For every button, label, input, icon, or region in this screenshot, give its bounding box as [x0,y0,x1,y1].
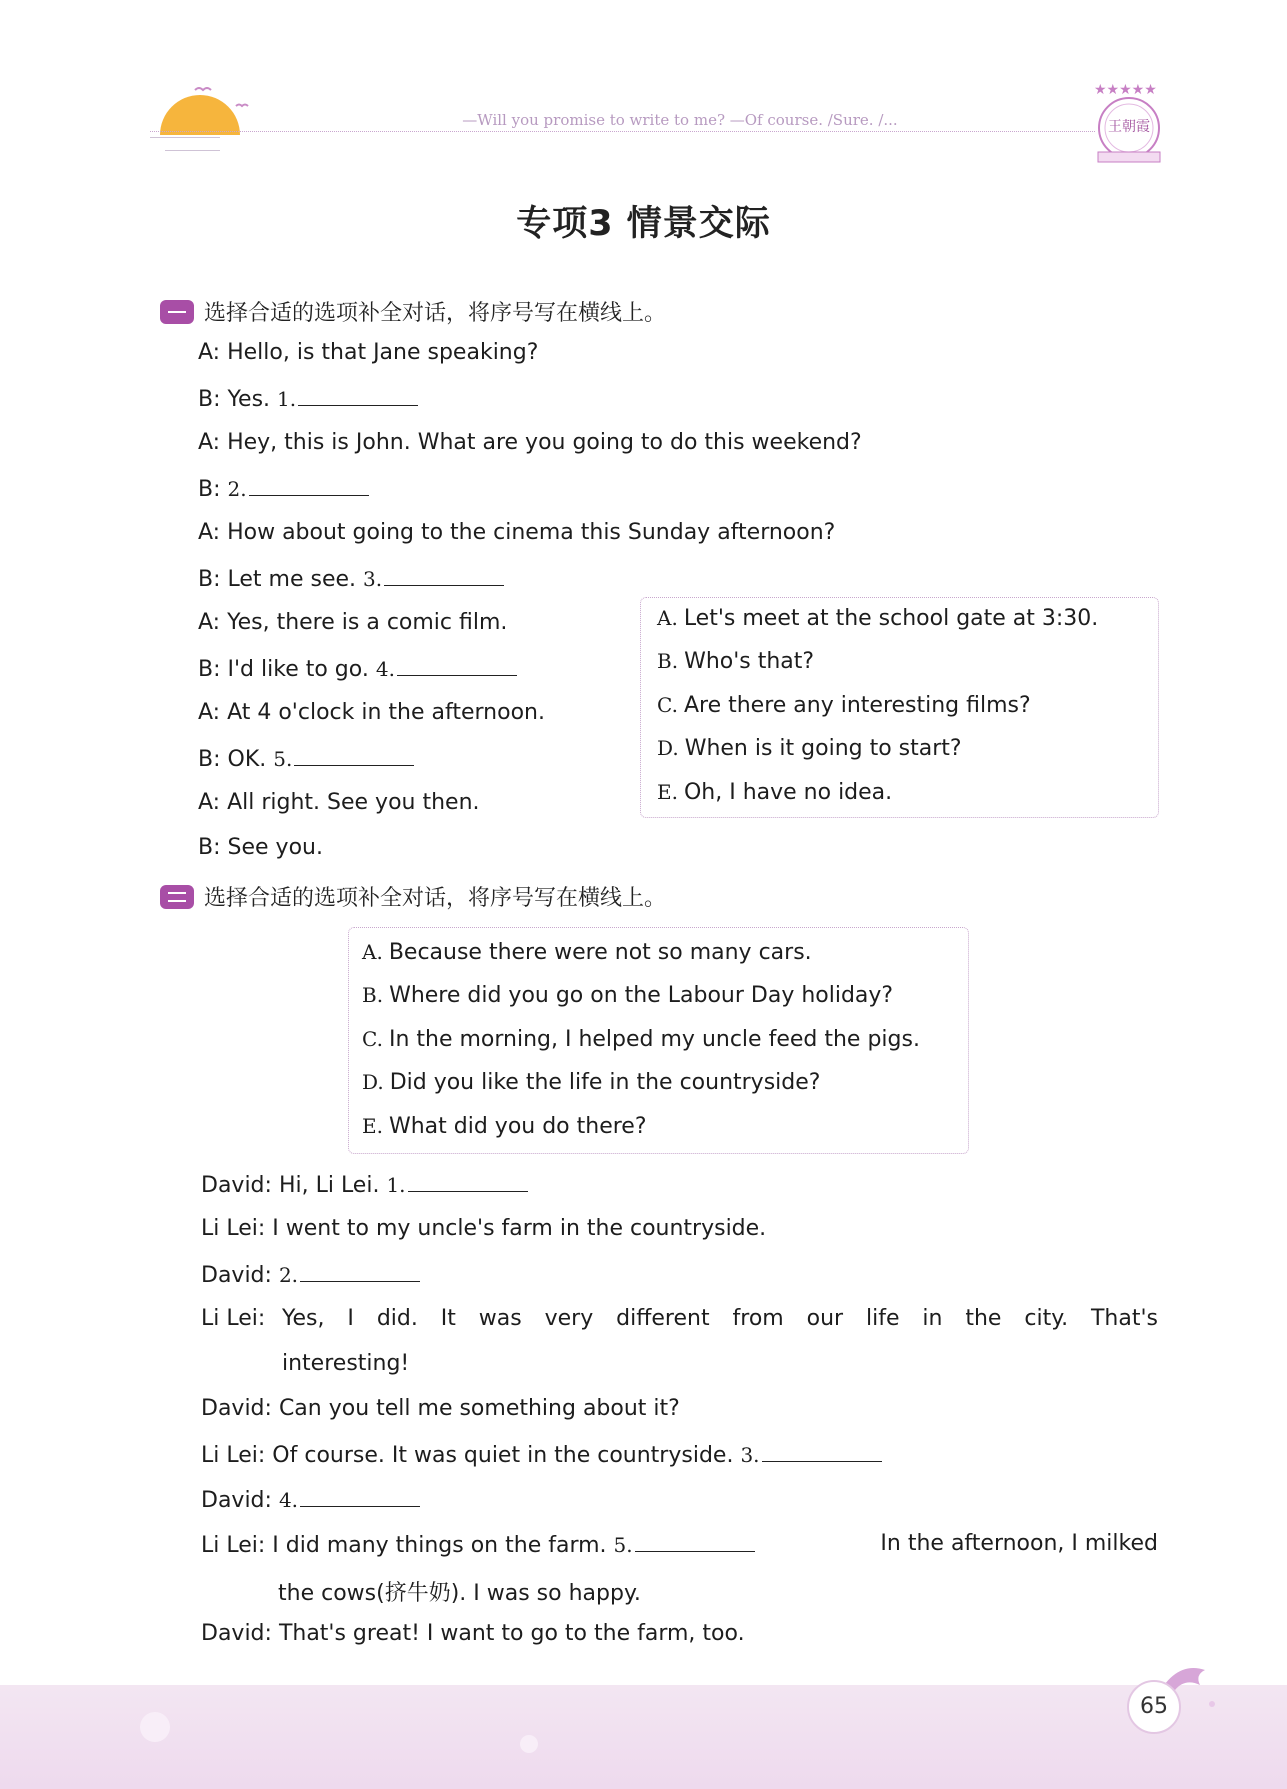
option-item: A. Let's meet at the school gate at 3:30. [657,606,1099,631]
dialogue-text-continued: the cows(挤牛奶). I was so happy. [278,1581,641,1606]
svg-text:★★★★★: ★★★★★ [1094,82,1157,98]
sunset-icon [150,80,250,155]
section-2-instruction: 选择合适的选项补全对话，将序号写在横线上。 [204,886,667,911]
dialogue-line: B: I'd like to go. 4. [198,655,517,682]
footer-band [0,1685,1287,1789]
dialogue-line: David: Can you tell me something about it? [201,1396,680,1421]
running-header: —Will you promise to write to me? —Of course. /Sure. /... [462,111,898,129]
option-item: A. Because there were not so many cars. [362,940,812,965]
dialogue-line: A: Yes, there is a comic film. [198,610,508,635]
option-item: B. Who's that? [657,649,815,674]
section-1-badge-icon [160,300,194,324]
dialogue-text-continued: interesting! [282,1351,410,1376]
footer-bubble [140,1712,170,1742]
section-2-heading [160,881,666,912]
option-item: E. What did you do there? [362,1114,647,1139]
dialogue-line: B: OK. 5. [198,745,414,772]
dialogue-line: Li Lei: Of course. It was quiet in the countryside. 3. [201,1441,882,1468]
dialogue-line: A: Hello, is that Jane speaking? [198,340,539,365]
page-number: 65 [1127,1680,1181,1734]
answer-blank[interactable] [298,385,418,406]
dialogue-line: B: 2. [198,475,369,502]
header-divider [150,131,1095,132]
dialogue-line: Li Lei: I went to my uncle's farm in the countryside. [201,1216,767,1241]
dialogue-text: In the afternoon, I milked [880,1531,1158,1556]
dialogue-line: David: 2. [201,1261,420,1288]
dialogue-line: Li Lei: I did many things on the farm. 5. [201,1531,755,1558]
dialogue-line: David: 4. [201,1486,420,1513]
dialogue-line: A: At 4 o'clock in the afternoon. [198,700,545,725]
answer-blank[interactable] [300,1486,420,1507]
dialogue-line: David: Hi, Li Lei. 1. [201,1171,528,1198]
answer-blank[interactable] [384,565,504,586]
page-title: 专项3 情景交际 [516,204,771,244]
answer-blank[interactable] [635,1531,755,1552]
answer-blank[interactable] [294,745,414,766]
dialogue-line: A: How about going to the cinema this Sunday afternoon? [198,520,836,545]
dialogue-line: B: Yes. 1. [198,385,418,412]
section-2-badge-icon [160,885,194,909]
option-item: B. Where did you go on the Labour Day holiday? [362,983,894,1008]
option-item: D. Did you like the life in the countryside? [362,1070,821,1095]
answer-blank[interactable] [762,1441,882,1462]
dialogue-line: B: See you. [198,835,323,860]
option-item: C. Are there any interesting films? [657,693,1031,718]
option-item: E. Oh, I have no idea. [657,780,893,805]
header-deco-line [150,137,220,138]
answer-blank[interactable] [408,1171,528,1192]
dialogue-line: David: That's great! I want to go to the farm, too. [201,1621,745,1646]
dialogue-line: Li Lei: [201,1306,266,1331]
section-1-heading [160,296,666,327]
footer-bubble [520,1735,538,1753]
section-1-instruction: 选择合适的选项补全对话，将序号写在横线上。 [204,301,667,326]
dialogue-line: B: Let me see. 3. [198,565,504,592]
brand-logo-text: 王朝霞 [1108,119,1150,135]
dialogue-text: Yes, I did. It was very different from our life in the city. That's [282,1306,1158,1331]
answer-blank[interactable] [300,1261,420,1282]
option-item: D. When is it going to start? [657,736,962,761]
answer-blank[interactable] [397,655,517,676]
header-deco-line [165,150,220,151]
option-item: C. In the morning, I helped my uncle feed the pigs. [362,1027,920,1052]
answer-blank[interactable] [249,475,369,496]
dialogue-line: A: Hey, this is John. What are you going to do this weekend? [198,430,862,455]
dialogue-line: A: All right. See you then. [198,790,480,815]
